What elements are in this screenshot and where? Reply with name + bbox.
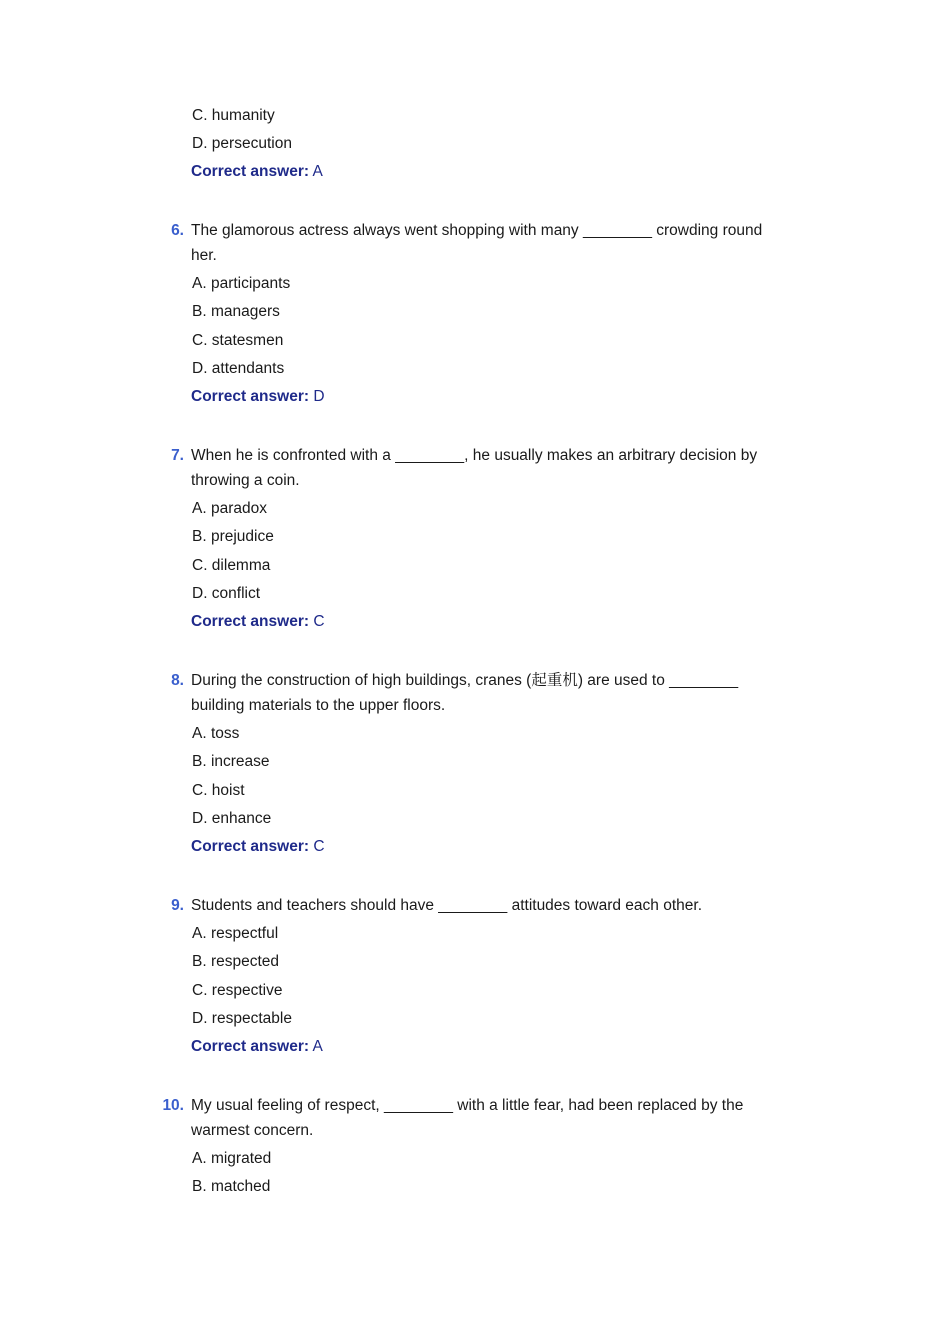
answer-label: Correct answer: bbox=[191, 838, 310, 855]
option-a: A. participants bbox=[192, 275, 291, 292]
answer-value: A bbox=[312, 1038, 323, 1055]
option-d: D. enhance bbox=[192, 810, 272, 827]
correct-answer bbox=[191, 612, 325, 632]
question-text-continued: throwing a coin. bbox=[191, 472, 300, 489]
answer-value: A bbox=[312, 163, 323, 180]
option-b: B. managers bbox=[192, 303, 280, 320]
option-5c: C. humanity bbox=[192, 107, 275, 124]
option-a: A. toss bbox=[192, 725, 240, 742]
option-c: C. respective bbox=[192, 982, 283, 999]
option-d: D. conflict bbox=[192, 585, 261, 602]
answer-value: D bbox=[313, 388, 325, 405]
question-number: 9. bbox=[171, 897, 184, 914]
question-text: The glamorous actress always went shopping with many ________ crowding round bbox=[191, 222, 763, 239]
question-number: 6. bbox=[171, 222, 184, 239]
question-number: 8. bbox=[171, 672, 184, 689]
option-d: D. respectable bbox=[192, 1010, 292, 1027]
option-b: B. increase bbox=[192, 753, 270, 770]
question-text: My usual feeling of respect, ________ with a little fear, had been replaced by the bbox=[191, 1097, 744, 1114]
correct-answer bbox=[191, 1037, 323, 1057]
question-text: When he is confronted with a ________, he usually makes an arbitrary decision by bbox=[191, 447, 758, 464]
option-c: C. statesmen bbox=[192, 332, 284, 349]
answer-value: C bbox=[313, 613, 325, 630]
question-number: 10. bbox=[162, 1097, 184, 1114]
question-text-continued: warmest concern. bbox=[191, 1122, 314, 1139]
question-text: During the construction of high buildings, cranes (起重机) are used to ________ bbox=[191, 672, 739, 689]
answer-label: Correct answer: bbox=[191, 163, 310, 180]
answer-value: C bbox=[313, 838, 325, 855]
option-b: B. matched bbox=[192, 1178, 271, 1195]
question-text-continued: her. bbox=[191, 247, 217, 264]
correct-answer-5 bbox=[191, 162, 323, 182]
answer-label: Correct answer: bbox=[191, 388, 310, 405]
correct-answer bbox=[191, 837, 325, 857]
option-c: C. hoist bbox=[192, 782, 245, 799]
answer-label: Correct answer: bbox=[191, 613, 310, 630]
question-number: 7. bbox=[171, 447, 184, 464]
option-a: A. migrated bbox=[192, 1150, 272, 1167]
option-b: B. respected bbox=[192, 953, 280, 970]
question-text-continued: building materials to the upper floors. bbox=[191, 697, 446, 714]
correct-answer bbox=[191, 387, 325, 407]
option-d: D. attendants bbox=[192, 360, 285, 377]
option-5d: D. persecution bbox=[192, 135, 292, 152]
option-a: A. respectful bbox=[192, 925, 279, 942]
question-text: Students and teachers should have ________ attitudes toward each other. bbox=[191, 897, 703, 914]
option-b: B. prejudice bbox=[192, 528, 274, 545]
option-a: A. paradox bbox=[192, 500, 267, 517]
option-c: C. dilemma bbox=[192, 557, 271, 574]
answer-label: Correct answer: bbox=[191, 1038, 310, 1055]
